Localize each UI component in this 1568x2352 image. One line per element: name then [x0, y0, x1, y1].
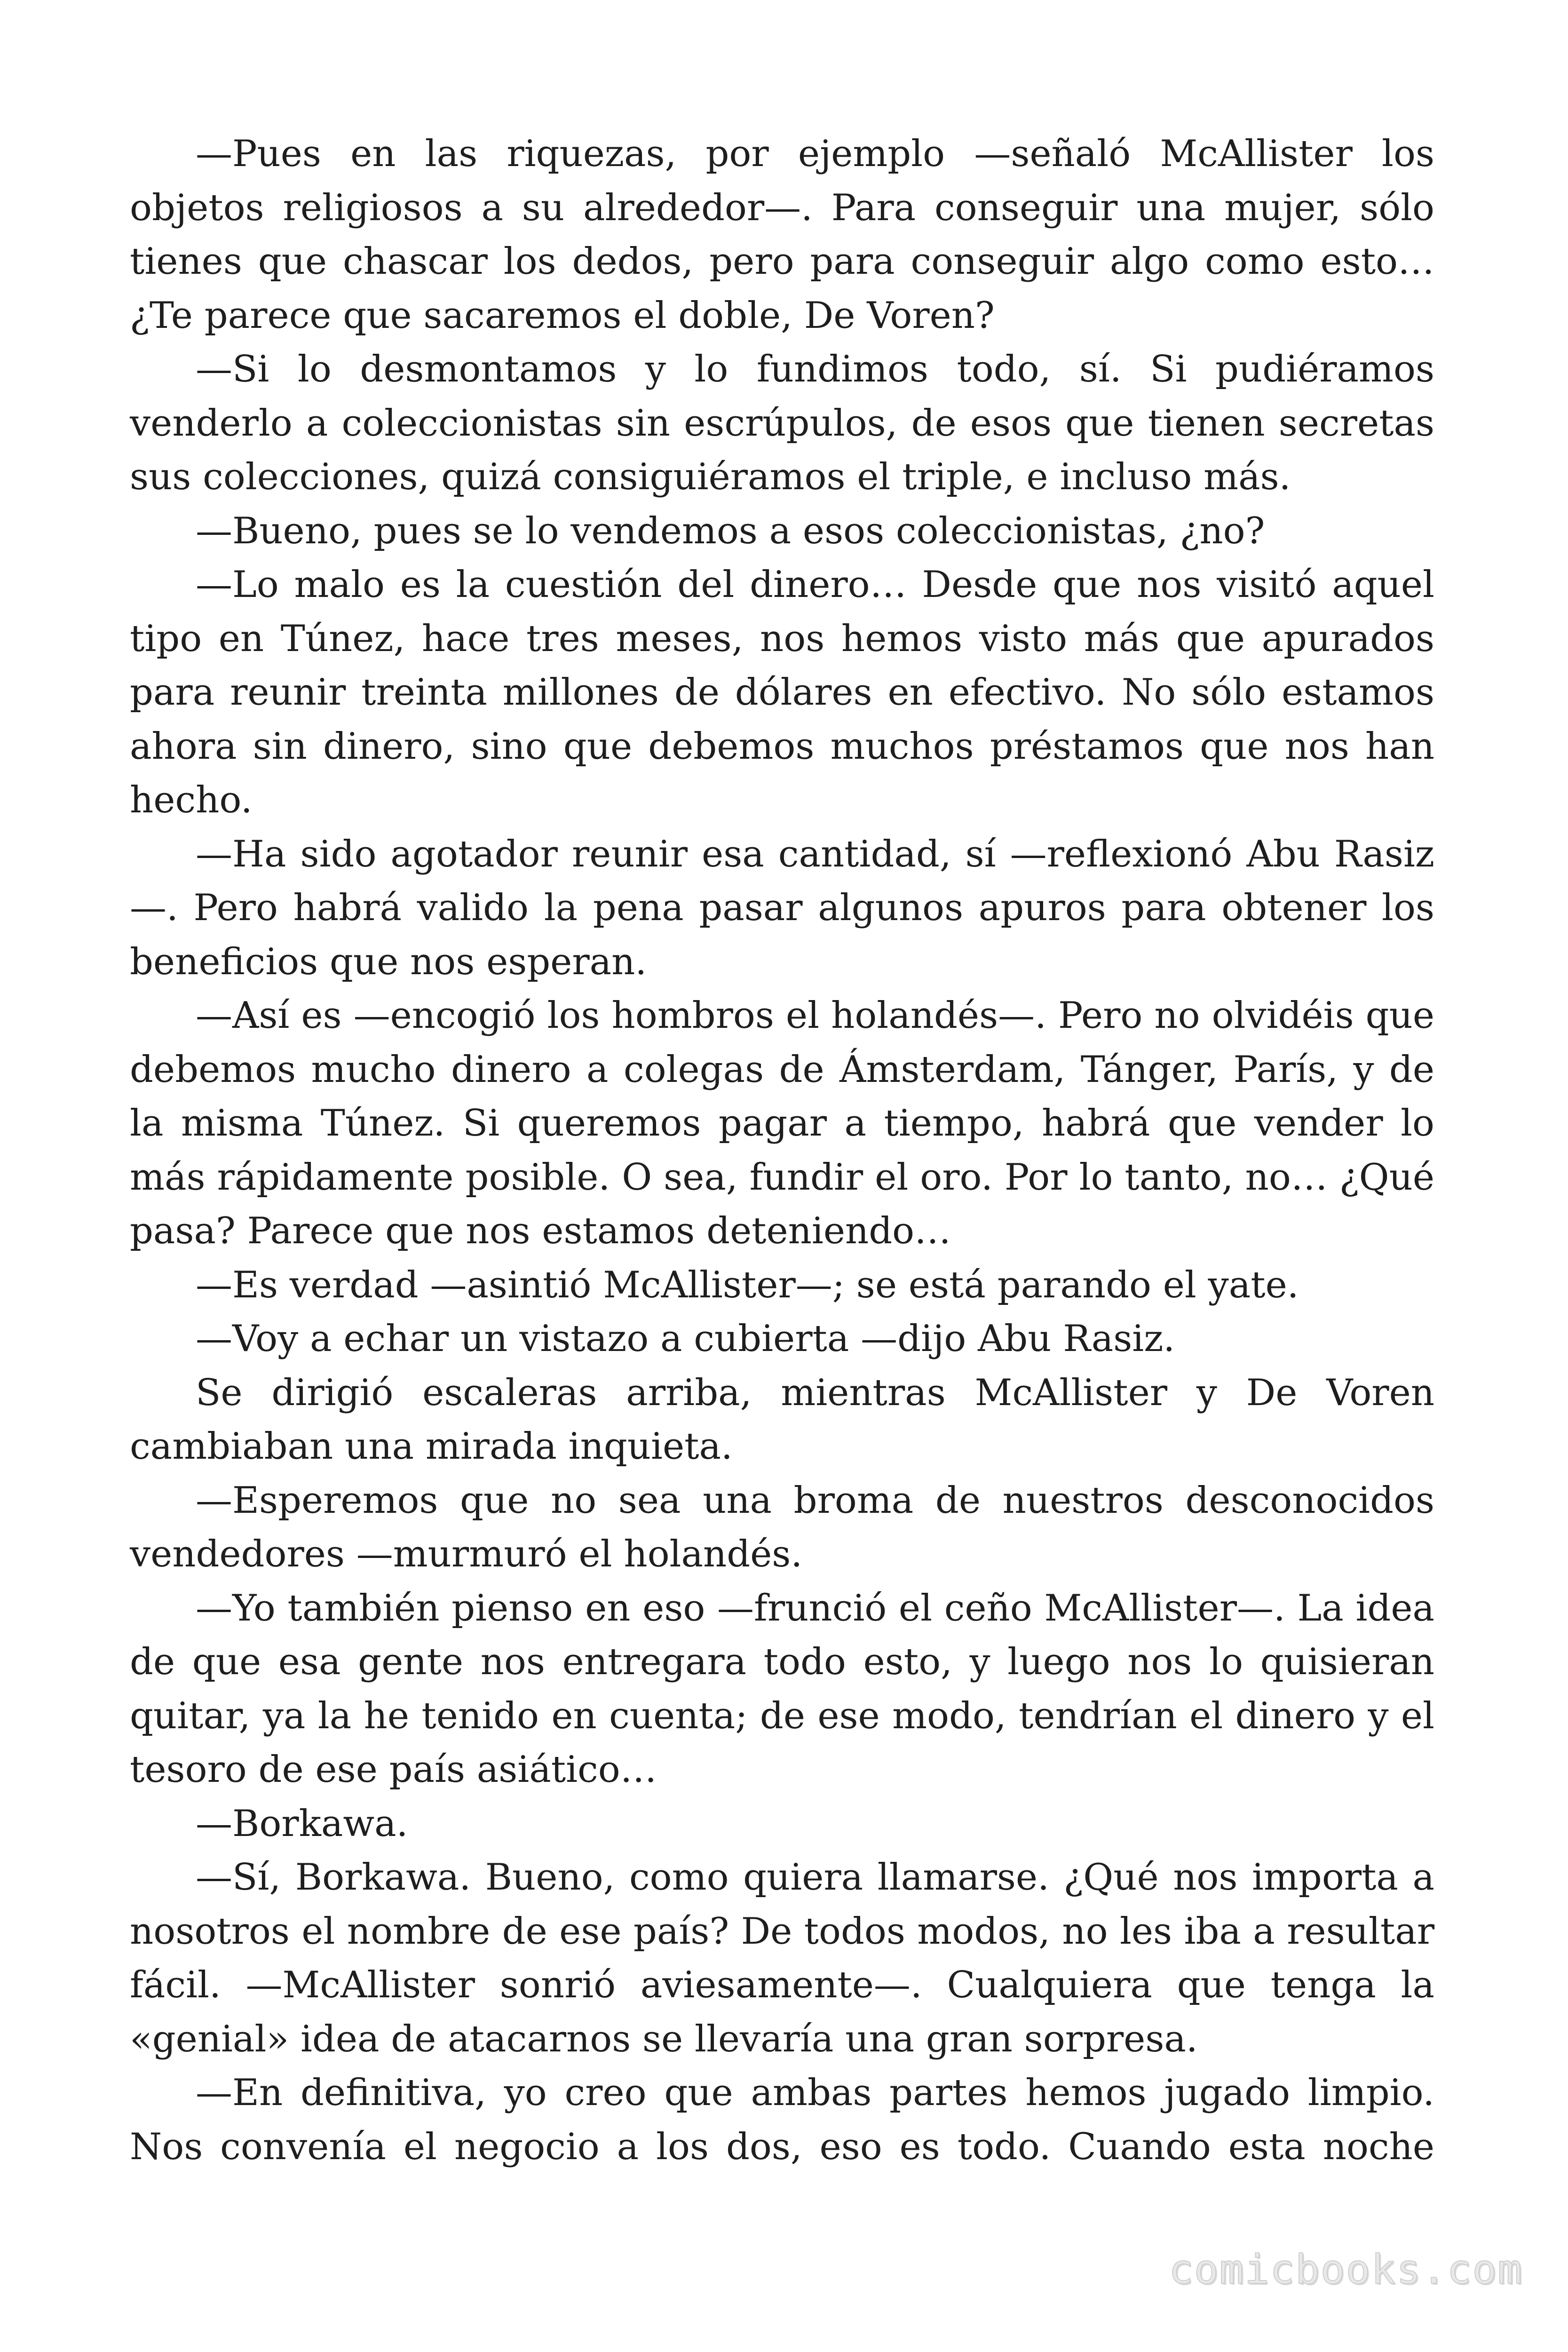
paragraph-7: —Es verdad —asintió McAllister—; se está parando el yate.: [196, 1263, 1299, 1306]
paragraph-2: —Si lo desmontamos y lo fundimos todo, sí. Si pudiéramos venderlo a coleccionistas sin escrúpulos, de esos que tienen secretas sus colecciones, quizá consiguiéramos el triple, e incluso más.: [130, 348, 1434, 498]
paragraph-8: —Voy a echar un vistazo a cubierta —dijo Abu Rasiz.: [196, 1318, 1175, 1360]
paragraph-1: —Pues en las riquezas, por ejemplo —señaló McAllister los objetos religiosos a su alrededor—. Para conseguir una mujer, sólo tienes que chascar los dedos, pero para conseguir algo como esto… ¿Te parece que sacaremos el doble, De Voren?: [130, 133, 1434, 337]
paragraph-10: —Esperemos que no sea una broma de nuestros desconocidos vendedores —murmuró el holandés.: [130, 1479, 1434, 1575]
paragraph-3: —Bueno, pues se lo vendemos a esos coleccionistas, ¿no?: [196, 509, 1265, 552]
paragraph-9: Se dirigió escaleras arriba, mientras McAllister y De Voren cambiaban una mirada inquieta.: [130, 1371, 1434, 1468]
paragraph-12: —Borkawa.: [196, 1802, 408, 1845]
watermark-text: comicbooks.com: [1169, 2246, 1523, 2293]
paragraph-4: —Lo malo es la cuestión del dinero… Desde que nos visitó aquel tipo en Túnez, hace tres meses, nos hemos visto más que apurados para reunir treinta millones de dólares en efectivo. No sólo estamos ahora sin dinero, sino que debemos muchos préstamos que nos han hecho.: [130, 564, 1434, 821]
paragraph-11: —Yo también pienso en eso —frunció el ceño McAllister—. La idea de que esa gente nos entregara todo esto, y luego nos lo quisieran quitar, ya la he tenido en cuenta; de ese modo, tendrían el dinero y el tesoro de ese país asiático…: [130, 1587, 1434, 1791]
paragraph-6: —Así es —encogió los hombros el holandés—. Pero no olvidéis que debemos mucho dinero a colegas de Ámsterdam, Tánger, París, y de la misma Túnez. Si queremos pagar a tiempo, habrá que vender lo más rápidamente posible. O sea, fundir el oro. Por lo tanto, no… ¿Qué pasa? Parece que nos estamos deteniendo…: [130, 994, 1434, 1252]
book-page-text: [130, 127, 1434, 2174]
paragraph-5: —Ha sido agotador reunir esa cantidad, sí —reflexionó Abu Rasiz—. Pero habrá valido la pena pasar algunos apuros para obtener los beneficios que nos esperan.: [130, 833, 1434, 983]
paragraph-13: —Sí, Borkawa. Bueno, como quiera llamarse. ¿Qué nos importa a nosotros el nombre de ese país? De todos modos, no les iba a resultar fácil. —McAllister sonrió aviesamente—. Cualquiera que tenga la «genial» idea de atacarnos se llevaría una gran sorpresa.: [130, 1856, 1434, 2060]
paragraph-14: —En definitiva, yo creo que ambas partes hemos jugado limpio. Nos convenía el negocio a los dos, eso es todo. Cuando esta noche: [130, 2072, 1434, 2168]
